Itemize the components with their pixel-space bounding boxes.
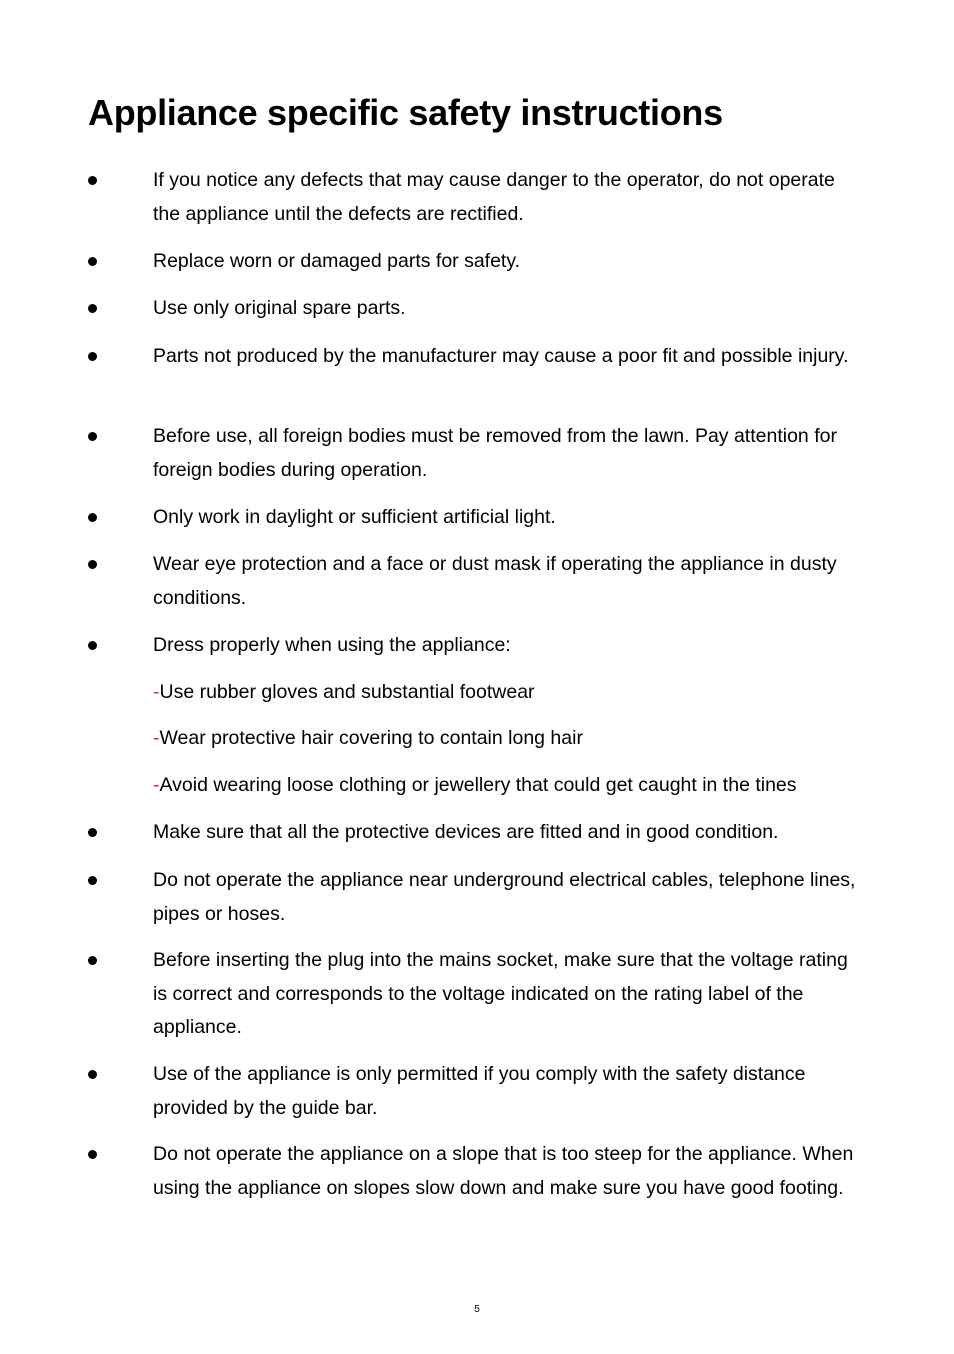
- sub-list-item-text: [153, 676, 873, 710]
- sub-list-item-label: Use rubber gloves and substantial footwear: [159, 681, 535, 703]
- bullet-icon: [88, 340, 100, 352]
- bullet-icon: [88, 629, 100, 641]
- sub-list-item-text: [153, 722, 873, 756]
- list-item-text: Only work in daylight or sufficient artificial light.: [153, 506, 556, 528]
- sub-list-item-label: Wear protective hair covering to contain long hair: [159, 727, 583, 749]
- list-item-text: Make sure that all the protective devices are fitted and in good condition.: [153, 821, 779, 843]
- page-title: Appliance specific safety instructions: [88, 92, 723, 133]
- list-item-text: Parts not produced by the manufacturer may cause a poor fit and possible injury.: [153, 345, 849, 367]
- bullet-icon: [88, 420, 100, 432]
- bullet-icon: [88, 548, 100, 560]
- list-item-text: Wear eye protection and a face or dust mask if operating the appliance in dusty conditions.: [153, 553, 837, 609]
- list-item-text: Dress properly when using the appliance:: [153, 634, 511, 656]
- list-item-text: Use only original spare parts.: [153, 297, 406, 319]
- bullet-icon: [88, 1138, 100, 1150]
- sub-list-item-text: [153, 769, 873, 803]
- list-item-text: Before inserting the plug into the mains socket, make sure that the voltage rating is correct and corresponds to the voltage indicated on the rating label of the appliance.: [153, 949, 848, 1038]
- bullet-icon: [88, 944, 100, 956]
- list-item-text: Do not operate the appliance near underground electrical cables, telephone lines, pipes or hoses.: [153, 869, 856, 925]
- bullet-icon: [88, 816, 100, 828]
- list-item-text: Use of the appliance is only permitted if you comply with the safety distance provided by the guide bar.: [153, 1063, 806, 1119]
- bullet-icon: [88, 1058, 100, 1070]
- page-number: 5: [474, 1304, 480, 1315]
- dash-marker: -: [153, 727, 160, 749]
- list-item-text: Replace worn or damaged parts for safety.: [153, 250, 521, 272]
- dash-marker: -: [153, 774, 160, 796]
- bullet-icon: [88, 245, 100, 257]
- sub-list-item-label: Avoid wearing loose clothing or jewellery that could get caught in the tines: [159, 774, 797, 796]
- list-item-text: Do not operate the appliance on a slope that is too steep for the appliance. When using the appliance on slopes slow down and make sure you have good footing.: [153, 1143, 854, 1199]
- bullet-icon: [88, 501, 100, 513]
- bullet-icon: [88, 164, 100, 176]
- bullet-icon: [88, 864, 100, 876]
- bullet-icon: [88, 292, 100, 304]
- list-item-text: Before use, all foreign bodies must be removed from the lawn. Pay attention for foreign bodies during operation.: [153, 425, 837, 481]
- list-item-text: If you notice any defects that may cause danger to the operator, do not operate the appliance until the defects are rectified.: [153, 169, 835, 225]
- dash-marker: -: [153, 681, 160, 703]
